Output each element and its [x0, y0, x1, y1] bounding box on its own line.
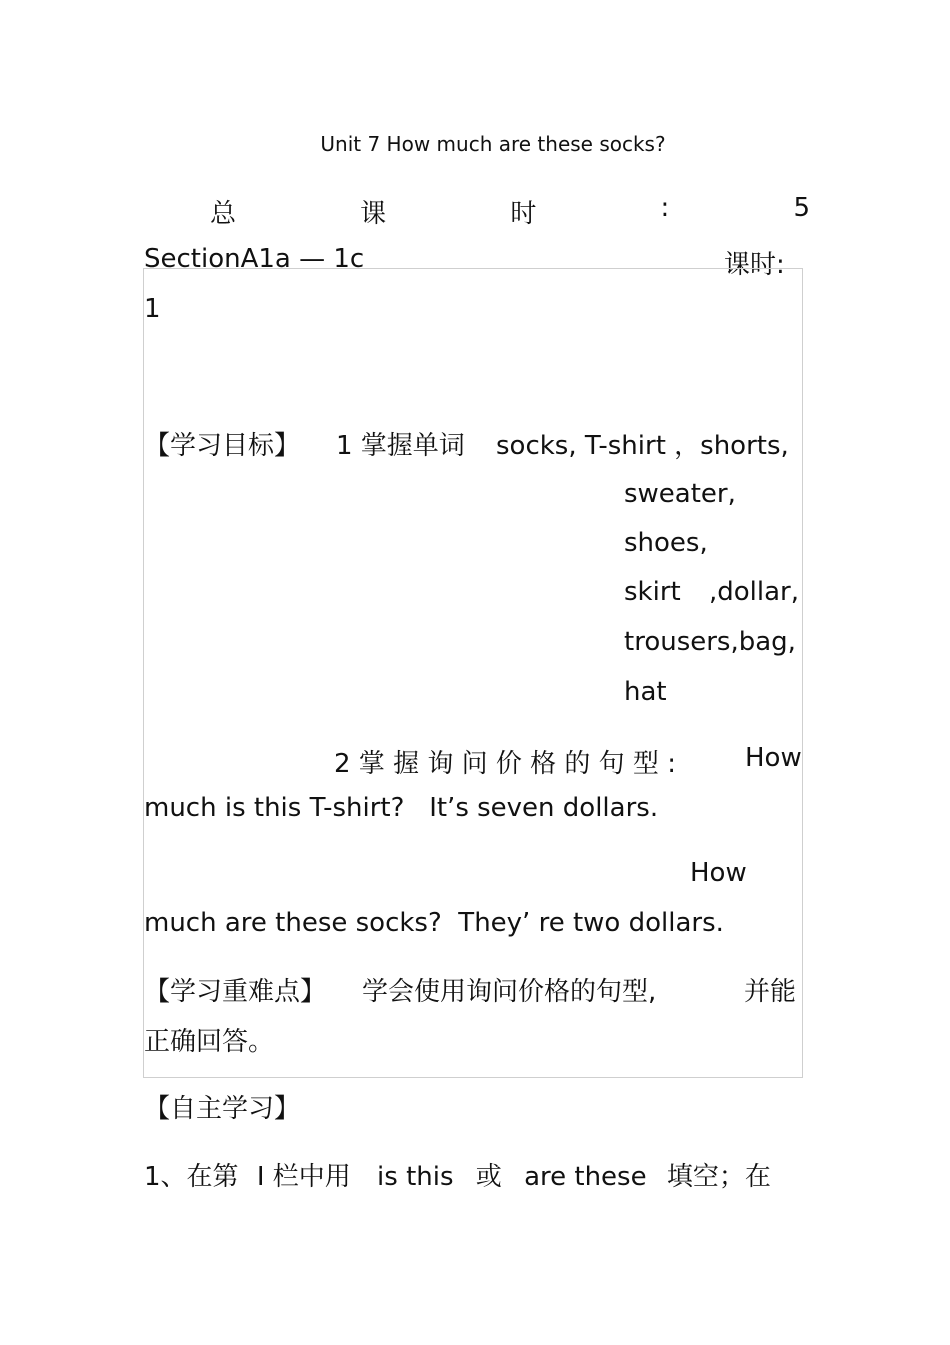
self-study-label: 【自主学习】 — [144, 1094, 301, 1124]
objective-2-line4: much are these socks? They’ re two dollars. — [144, 908, 724, 938]
total-hours-char-3: 时 — [510, 199, 537, 229]
exercise-1-col: I — [256, 1162, 265, 1192]
exercise-1-mid: 栏中用 — [272, 1162, 351, 1192]
key-points-label: 【学习重难点】 — [144, 977, 327, 1007]
exercise-1-line — [144, 1156, 804, 1193]
objective-2-line1-end: How — [745, 743, 802, 773]
total-hours-char-1: 总 — [210, 199, 237, 229]
objectives-label: 【学习目标】 — [144, 431, 301, 461]
objective-2-line2: much is this T-shirt? It’s seven dollars. — [144, 793, 659, 823]
page-title: Unit 7 How much are these socks? — [320, 132, 666, 156]
exercise-1-or: 或 — [475, 1162, 502, 1192]
objective-1-word-line: sweater, — [624, 479, 736, 509]
key-points-text-line1: 学会使用询问价格的句型, — [362, 977, 657, 1007]
exercise-1-end: 填空；在 — [666, 1162, 771, 1192]
key-points-text-line2: 正确回答。 — [144, 1027, 275, 1057]
total-hours-char-4: : — [660, 193, 670, 223]
total-hours-line — [210, 193, 810, 230]
section-hour-label: 课时: — [724, 250, 785, 280]
section-hour-value: 1 — [144, 294, 161, 324]
exercise-1-opt2: are these — [524, 1162, 647, 1192]
total-hours-value: 5 — [793, 193, 810, 223]
section-name: SectionA1a — 1c — [144, 244, 365, 274]
key-points-text-line1-end: 并能 — [744, 977, 797, 1007]
objective-1-intro: 1 掌握单词 — [336, 431, 465, 461]
exercise-1-opt1: is this — [377, 1162, 454, 1192]
objective-1-word-line: shoes, — [624, 528, 708, 558]
objective-1-word-line: hat — [624, 677, 667, 707]
objective-1-word-line: trousers,bag, — [624, 627, 796, 657]
total-hours-char-2: 课 — [360, 199, 387, 229]
objective-1-words-first: socks, T-shirt ，shorts, — [496, 431, 789, 461]
exercise-1-num: 1、在第 — [144, 1162, 239, 1192]
objective-2-line3-end: How — [690, 858, 747, 888]
objectives-box — [143, 268, 803, 1078]
objective-2-intro: 2 掌 握 询 问 价 格 的 句 型 : — [334, 749, 676, 779]
objective-1-word-line: skirt ,dollar, — [624, 577, 799, 607]
